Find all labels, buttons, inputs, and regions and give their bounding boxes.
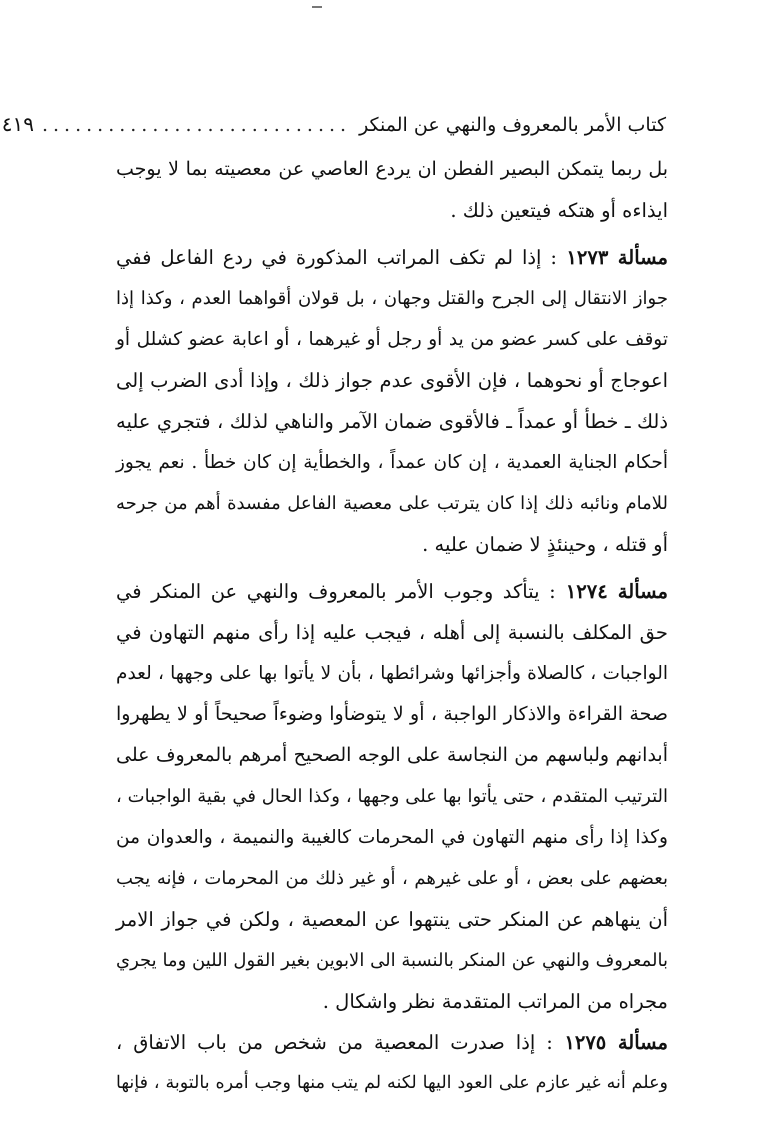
text-line: الترتيب المتقدم ، حتى يأتوا بها على وجهها ، وكذا الحال في بقية الواجبات ، (116, 786, 668, 807)
issue-label: مسألة ١٢٧٥ (552, 1031, 669, 1054)
scan-mark (312, 6, 322, 8)
text-line: بل ربما يتمكن البصير الفطن ان يردع العاصي عن معصيته بما لا يوجب (116, 158, 668, 180)
text-line: وكذا إذا رأى منهم التهاون في المحرمات كالغيبة والنميمة ، والعدوان من (116, 827, 668, 848)
text-line-issue-1274 (116, 571, 668, 612)
issue-text: : يتأكد وجوب الأمر بالمعروف والنهي عن المنكر في (116, 580, 556, 603)
text-line: أن ينهاهم عن المنكر حتى ينتهوا عن المعصية ، ولكن في جواز الامر (116, 908, 668, 931)
text-line: وعلم أنه غير عازم على العود اليها لكنه لم يتب منها وجب أمره بالتوبة ، فإنها (116, 1073, 668, 1093)
page-number: ٤١٩ (1, 112, 34, 136)
text-line: بعضهم على بعض ، أو على غيرهم ، أو غير ذلك من المحرمات ، فإنه يجب (116, 868, 668, 889)
text-line: بالمعروف والنهي عن المنكر بالنسبة الى الابوين بغير القول اللين وما يجري (116, 950, 668, 971)
header-title: كتاب الأمر بالمعروف والنهي عن المنكر (359, 114, 666, 136)
text-line: اعوجاج أو نحوهما ، فإن الأقوى عدم جواز ذلك ، وإذا أدى الضرب إلى (116, 369, 668, 392)
text-line: صحة القراءة والاذكار الواجبة ، أو لا يتوضأوا وضوءاً صحيحاً أو لا يطهروا (116, 703, 668, 725)
text-line: أحكام الجناية العمدية ، إن كان عمداً ، والخطأية إن كان خطأ . نعم يجوز (116, 452, 668, 473)
text-line: جواز الانتقال إلى الجرح والقتل وجهان ، بل قولان أقواهما العدم ، وكذا إذا (116, 288, 668, 309)
text-line: ايذاءه أو هتكه فيتعين ذلك . (450, 199, 668, 222)
issue-label: مسألة ١٢٧٣ (556, 246, 668, 269)
text-line: الواجبات ، كالصلاة وأجزائها وشرائطها ، بأن لا يأتوا بها على وجهها ، لعدم (116, 663, 668, 684)
text-line: أبدانهم ولباسهم من النجاسة على الوجه الصحيح أمرهم بالمعروف على (116, 744, 668, 766)
header-leader-dots: ............................ (41, 114, 352, 136)
text-line: مجراه من المراتب المتقدمة نظر واشكال . (322, 990, 668, 1013)
text-line: أو قتله ، وحينئذٍ لا ضمان عليه . (422, 533, 668, 556)
issue-label: مسألة ١٢٧٤ (555, 580, 668, 603)
issue-text: : إذا لم تكف المراتب المذكورة في ردع الفاعل ففي (116, 246, 557, 269)
page-body (116, 149, 668, 1104)
running-header (1, 112, 666, 146)
text-line: توقف على كسر عضو من يد أو رجل أو غيرهما ، أو اعابة عضو كشلل أو (116, 329, 668, 350)
text-line: ذلك ـ خطأ أو عمداً ـ فالأقوى ضمان الآمر والناهي لذلك ، فتجري عليه (116, 410, 668, 433)
issue-text: : إذا صدرت المعصية من شخص من باب الاتفاق ، (116, 1031, 553, 1054)
text-line: للامام ونائبه ذلك إذا كان يترتب على معصية الفاعل مفسدة أهم من جرحه (116, 493, 668, 514)
text-line-issue-1273 (116, 237, 668, 278)
text-line-issue-1275 (116, 1022, 668, 1063)
text-line: حق المكلف بالنسبة إلى أهله ، فيجب عليه إذا رأى منهم التهاون في (116, 621, 668, 644)
